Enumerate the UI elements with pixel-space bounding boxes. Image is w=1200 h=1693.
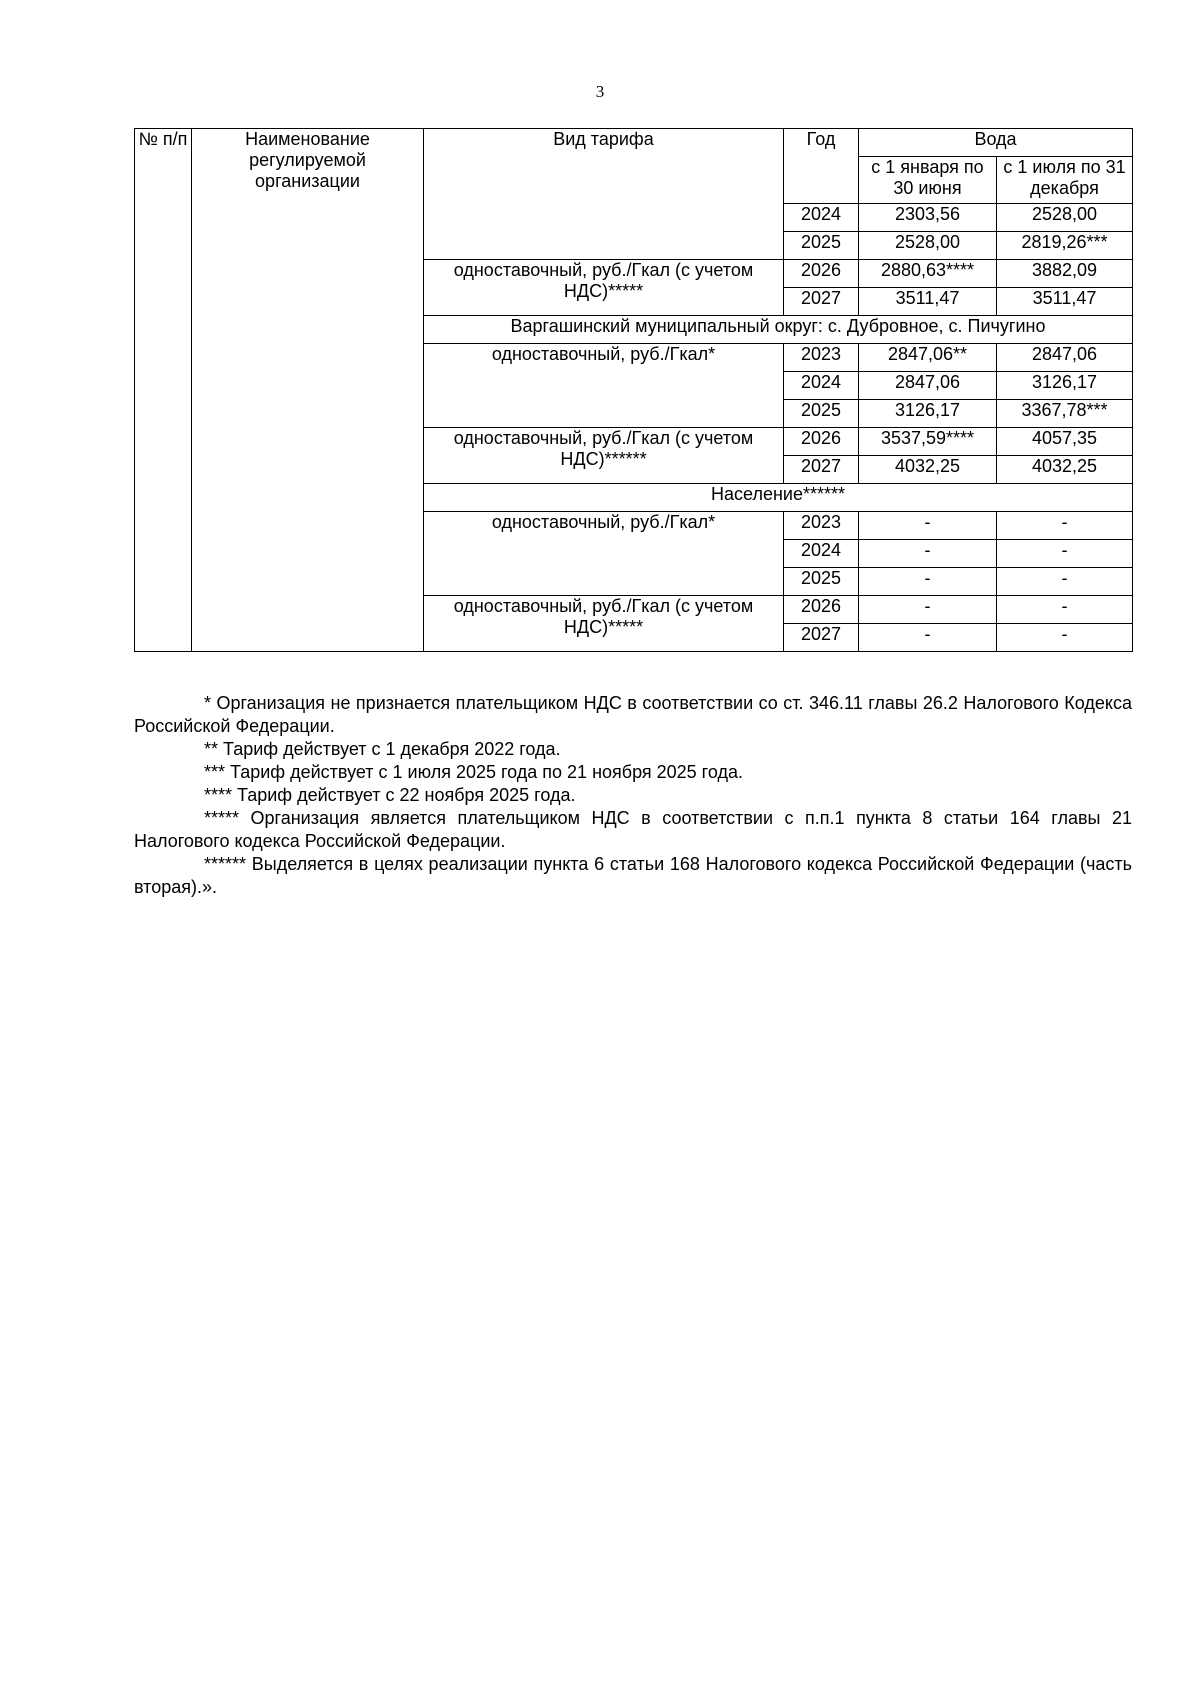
value-cell: 4032,25: [859, 456, 997, 484]
table-header-row: [135, 129, 1133, 157]
value-cell: -: [997, 596, 1133, 624]
tariff-type-cell: одноставочный, руб./Гкал (с учетом НДС)******: [424, 428, 784, 484]
year-cell: 2024: [784, 540, 859, 568]
year-cell: 2026: [784, 260, 859, 288]
value-cell: 3511,47: [997, 288, 1133, 316]
section-title-cell: Варгашинский муниципальный округ: с. Дубровное, с. Пичугино: [424, 316, 1133, 344]
value-cell: 3537,59****: [859, 428, 997, 456]
value-cell: -: [859, 540, 997, 568]
year-cell: 2023: [784, 512, 859, 540]
year-cell: 2025: [784, 400, 859, 428]
tariff-type-cell: одноставочный, руб./Гкал (с учетом НДС)*****: [424, 596, 784, 652]
year-cell: 2027: [784, 456, 859, 484]
value-cell: -: [859, 596, 997, 624]
value-cell: -: [859, 624, 997, 652]
value-cell: 4032,25: [997, 456, 1133, 484]
value-cell: -: [997, 540, 1133, 568]
year-cell: 2023: [784, 344, 859, 372]
tariff-type-cell: одноставочный, руб./Гкал (с учетом НДС)*****: [424, 260, 784, 316]
footnote: * Организация не признается плательщиком НДС в соответствии со ст. 346.11 главы 26.2 Налогового Кодекса Российской Федерации.: [134, 693, 1132, 736]
header-tariff-type: Вид тарифа: [424, 129, 784, 260]
header-org: Наименование регулируемой организации: [192, 129, 424, 652]
value-cell: 3126,17: [997, 372, 1133, 400]
value-cell: -: [997, 568, 1133, 596]
year-cell: 2027: [784, 288, 859, 316]
tariff-type-cell: одноставочный, руб./Гкал*: [424, 344, 784, 428]
value-cell: 4057,35: [997, 428, 1133, 456]
year-cell: 2026: [784, 596, 859, 624]
header-period-1: с 1 января по 30 июня: [859, 157, 997, 204]
footnote: ***** Организация является плательщиком НДС в соответствии с п.п.1 пункта 8 статьи 164 главы 21 Налогового кодекса Российской Федерации.: [134, 808, 1132, 851]
tariff-type-cell: одноставочный, руб./Гкал*: [424, 512, 784, 596]
year-cell: 2025: [784, 232, 859, 260]
value-cell: -: [997, 624, 1133, 652]
value-cell: 3511,47: [859, 288, 997, 316]
year-cell: 2024: [784, 204, 859, 232]
value-cell: 2847,06: [997, 344, 1133, 372]
header-water: Вода: [859, 129, 1133, 157]
year-cell: 2024: [784, 372, 859, 400]
footnote: *** Тариф действует с 1 июля 2025 года по 21 ноября 2025 года.: [204, 762, 743, 782]
value-cell: 3126,17: [859, 400, 997, 428]
footnote: **** Тариф действует с 22 ноября 2025 года.: [204, 785, 576, 805]
value-cell: -: [859, 512, 997, 540]
value-cell: -: [997, 512, 1133, 540]
year-cell: 2025: [784, 568, 859, 596]
header-period-2: с 1 июля по 31 декабря: [997, 157, 1133, 204]
footnotes: [134, 692, 1132, 899]
value-cell: 2847,06: [859, 372, 997, 400]
value-cell: 3367,78***: [997, 400, 1133, 428]
value-cell: 2303,56: [859, 204, 997, 232]
value-cell: 2819,26***: [997, 232, 1133, 260]
footnote: ****** Выделяется в целях реализации пункта 6 статьи 168 Налогового кодекса Российской Федерации (часть вторая).».: [134, 854, 1132, 897]
tariff-table: [134, 128, 1133, 652]
value-cell: 2528,00: [997, 204, 1133, 232]
header-num: № п/п: [135, 129, 192, 652]
year-cell: 2026: [784, 428, 859, 456]
section-title-cell: Население******: [424, 484, 1133, 512]
value-cell: 2880,63****: [859, 260, 997, 288]
year-cell: 2027: [784, 624, 859, 652]
value-cell: -: [859, 568, 997, 596]
footnote: ** Тариф действует с 1 декабря 2022 года.: [204, 739, 561, 759]
page-number: 3: [595, 82, 605, 101]
header-year: Год: [784, 129, 859, 204]
value-cell: 3882,09: [997, 260, 1133, 288]
value-cell: 2847,06**: [859, 344, 997, 372]
value-cell: 2528,00: [859, 232, 997, 260]
